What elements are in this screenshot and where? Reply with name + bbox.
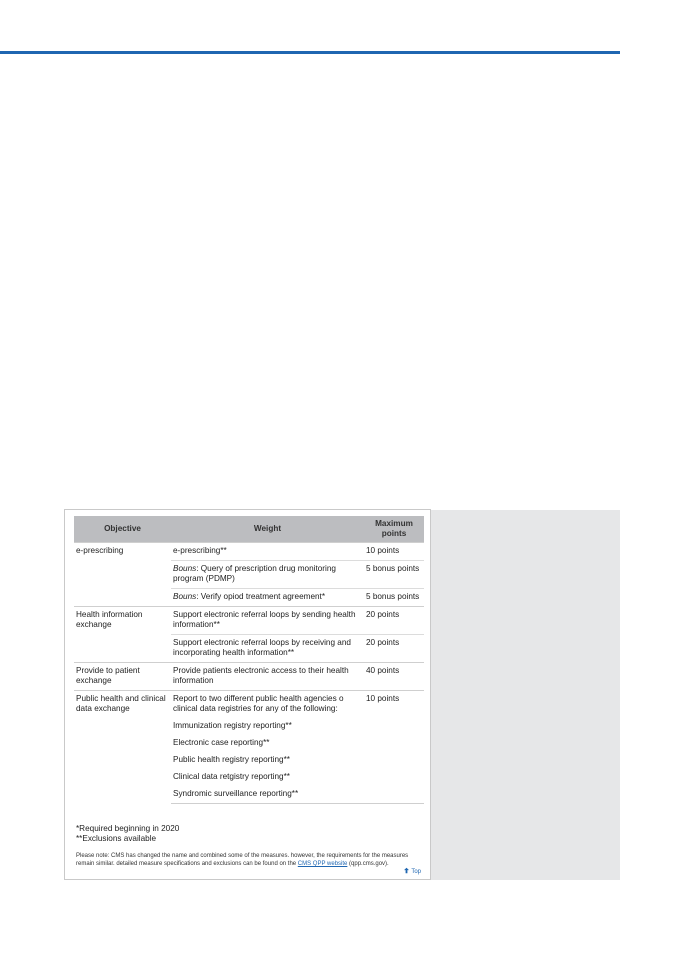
- points-cell: 20 points: [364, 635, 424, 663]
- header-points: Maximum points: [364, 516, 424, 543]
- note-text-end: (qpp.cms.gov).: [347, 861, 389, 867]
- footnotes: [76, 824, 179, 844]
- footnote-exclusions: **Exclusions available: [76, 834, 157, 843]
- points-cell: 5 bonus points: [364, 561, 424, 589]
- points-cell: [364, 718, 424, 735]
- measure-cell: [171, 635, 364, 663]
- objective-cell: e-prescribing: [74, 543, 171, 607]
- measures-table: [74, 516, 424, 804]
- back-to-top-link[interactable]: [403, 867, 421, 875]
- measure-cell: [171, 607, 364, 635]
- table-row: [74, 543, 424, 561]
- measure-cell: [171, 589, 364, 607]
- cms-qpp-website-link[interactable]: CMS QPP website: [297, 861, 348, 867]
- table-row: [74, 607, 424, 635]
- measure-cell: [171, 543, 364, 561]
- sub-measure-cell: Syndromic surveillance reporting**: [171, 786, 364, 804]
- sub-measure-cell: Public health registry reporting**: [173, 755, 290, 764]
- arrow-up-icon: [403, 867, 410, 874]
- footnote-required: *Required beginning in 2020: [76, 824, 180, 833]
- sub-measure-cell: Immunization registry reporting**: [173, 721, 292, 730]
- header-objective: Objective: [74, 516, 171, 543]
- measure-cell: [171, 691, 364, 719]
- points-cell: [364, 735, 424, 752]
- points-cell: 5 bonus points: [364, 589, 424, 607]
- objective-cell: Public health and clinical data exchange: [74, 691, 171, 804]
- header-weight: Weight: [171, 516, 364, 543]
- measure-cell: [171, 561, 364, 589]
- table-row: [74, 663, 424, 691]
- points-cell: 10 points: [364, 691, 424, 719]
- sub-measure-cell: Clinical data retgistry reporting**: [173, 772, 290, 781]
- measure-text: : Query of prescription drug monitoring program (PDMP): [173, 564, 336, 583]
- points-cell: 20 points: [364, 607, 424, 635]
- points-cell: 10 points: [364, 543, 424, 561]
- measure-text: Report to two different public health agencies o clinical data registries for any of the following:: [173, 694, 344, 713]
- measure-text: Provide patients electronic access to their health information: [173, 666, 349, 685]
- points-cell: [364, 752, 424, 769]
- objective-cell: Provide to patient exchange: [74, 663, 171, 691]
- points-cell: [364, 786, 424, 804]
- measure-text: Support electronic referral loops by receiving and incorporating health information**: [173, 638, 351, 657]
- measure-cell: [171, 663, 364, 691]
- sub-measure-cell: Electronic case reporting**: [173, 738, 270, 747]
- bonus-label: Bouns: [173, 592, 197, 601]
- cms-note: [76, 852, 426, 868]
- measures-card: [64, 509, 431, 880]
- bonus-label: Bouns: [173, 564, 197, 573]
- table-header-row: [74, 516, 424, 543]
- top-label: Top: [411, 869, 421, 875]
- sidebar-panel: [431, 510, 620, 880]
- table-row: [74, 691, 424, 719]
- points-cell: [364, 769, 424, 786]
- note-text: Please note: CMS has changed the name and combined some of the measures. however, the requirements for the measures remain similar. detailed measure specifications and exclusions can be found on the: [76, 853, 409, 867]
- measure-text: e-prescribing**: [173, 546, 227, 555]
- header-rule: [0, 51, 620, 54]
- measure-text: : Verify opiod treatment agreement*: [196, 592, 326, 601]
- measure-text: Support electronic referral loops by sending health information**: [173, 610, 356, 629]
- objective-cell: Health information exchange: [74, 607, 171, 663]
- points-cell: 40 points: [364, 663, 424, 691]
